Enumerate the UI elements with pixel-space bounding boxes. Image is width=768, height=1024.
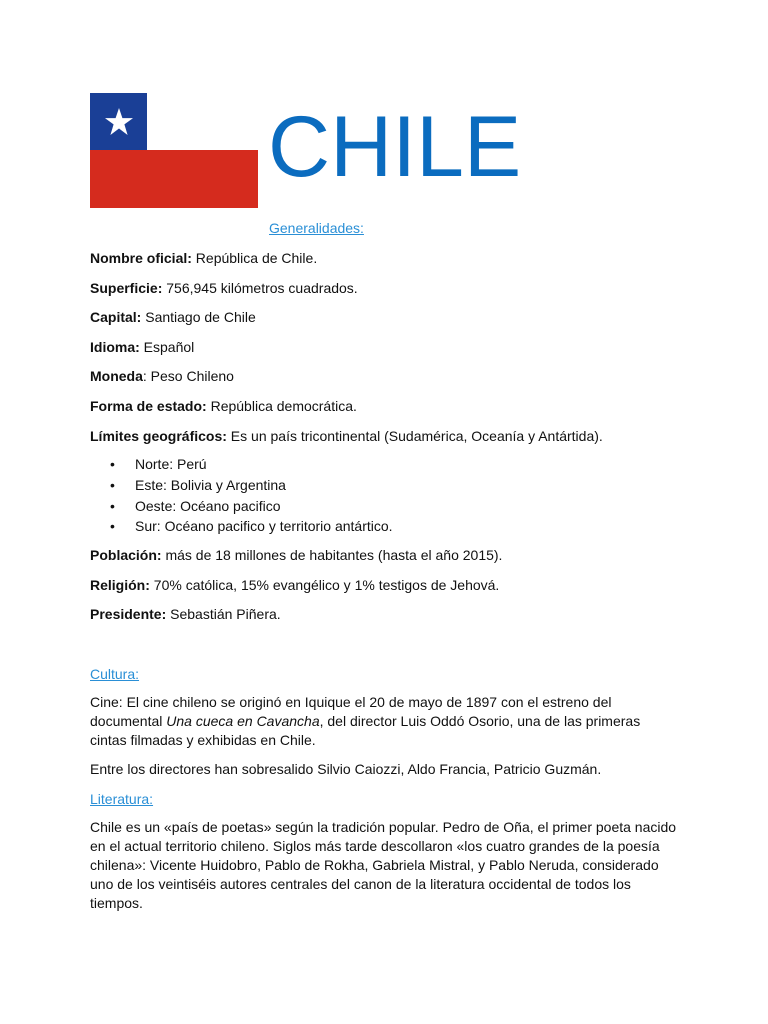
fact-limites [90,427,680,446]
fact-value: 756,945 kilómetros cuadrados. [162,279,358,296]
fact-label: Límites geográficos: [90,427,227,444]
fact-label: Religión: [90,576,150,593]
fact-idioma [90,338,680,357]
fact-label: Moneda [90,368,143,385]
spacer [90,635,680,665]
limit-text: Este: Bolivia y Argentina [135,476,286,493]
fact-value: República de Chile. [191,250,318,266]
fact-value: Es un país tricontinental (Sudamérica, Oceanía y Antártida). [226,427,603,444]
main-content [90,249,680,924]
fact-label: Idioma: [90,338,140,355]
fact-value: República democrática. [206,397,357,414]
fact-religion [90,576,680,595]
fact-value: Sebastián Piñera. [166,606,281,623]
literatura-heading [90,790,680,809]
fact-value: más de 18 millones de habitantes (hasta el año 2015). [161,546,503,563]
fact-moneda [90,367,680,386]
bullet-icon: • [110,497,115,514]
fact-value: : Peso Chileno [142,368,234,385]
fact-superficie [90,279,680,298]
fact-value: Español [139,338,195,355]
limit-text: Oeste: Océano pacifico [135,497,281,514]
bullet-icon: • [110,518,115,535]
star-icon [104,107,134,137]
literatura-link[interactable]: Literatura: [90,790,154,807]
flag-red-band [90,150,258,208]
cine-text-end: , del director Luis Oddó Osorio, una de las primeras cintas filmadas y exhibidas en Chile. [90,712,641,748]
fact-label: Capital: [90,309,142,326]
cine-text-start: Cine: El cine chileno se originó en Iquique el 20 de mayo de 1897 con el estreno del documental [90,693,612,729]
fact-label: Nombre oficial: [90,250,192,266]
fact-poblacion [90,546,680,565]
fact-label: Forma de estado: [90,397,207,414]
list-item [110,475,680,496]
list-item [110,496,680,517]
page-title: CHILE [268,99,522,195]
flag-blue-canton [90,93,147,150]
list-item [110,516,680,537]
generalidades-link[interactable]: Generalidades: [269,220,364,236]
limits-list [90,454,680,537]
literatura-paragraph: Chile es un «país de poetas» según la tradición popular. Pedro de Oña, el primer poeta nacido en el actual territorio chileno. Siglos más tarde descollaron «los cuatro grandes de la poesía chilena»: Vicente Huidobro, Pablo de Rokha, Gabriela Mistral, y Pablo Neruda, considerado uno de los veintiséis autores centrales del canon de la literatura occidental de todos los tiempos. [90,818,677,911]
fact-presidente [90,605,680,624]
bullet-icon: • [110,456,115,473]
cine-paragraph [90,693,680,750]
limit-text: Norte: Perú [135,456,207,473]
directores-paragraph: Entre los directores han sobresalido Silvio Caiozzi, Aldo Francia, Patricio Guzmán. [90,761,602,778]
bullet-icon: • [110,476,115,493]
fact-nombre-oficial [90,249,680,268]
fact-label: Superficie: [90,279,163,296]
cultura-link[interactable]: Cultura: [90,665,140,682]
list-item [110,454,680,475]
fact-value: Santiago de Chile [141,309,256,326]
fact-forma-estado [90,397,680,416]
chile-flag [90,93,258,208]
film-title: Una cueca en Cavancha [166,712,320,729]
fact-capital [90,308,680,327]
cultura-heading [90,665,680,684]
limit-text: Sur: Océano pacifico y territorio antártico. [135,518,393,535]
fact-value: 70% católica, 15% evangélico y 1% testigos de Jehová. [149,576,500,593]
fact-label: Población: [90,546,162,563]
fact-label: Presidente: [90,606,167,623]
